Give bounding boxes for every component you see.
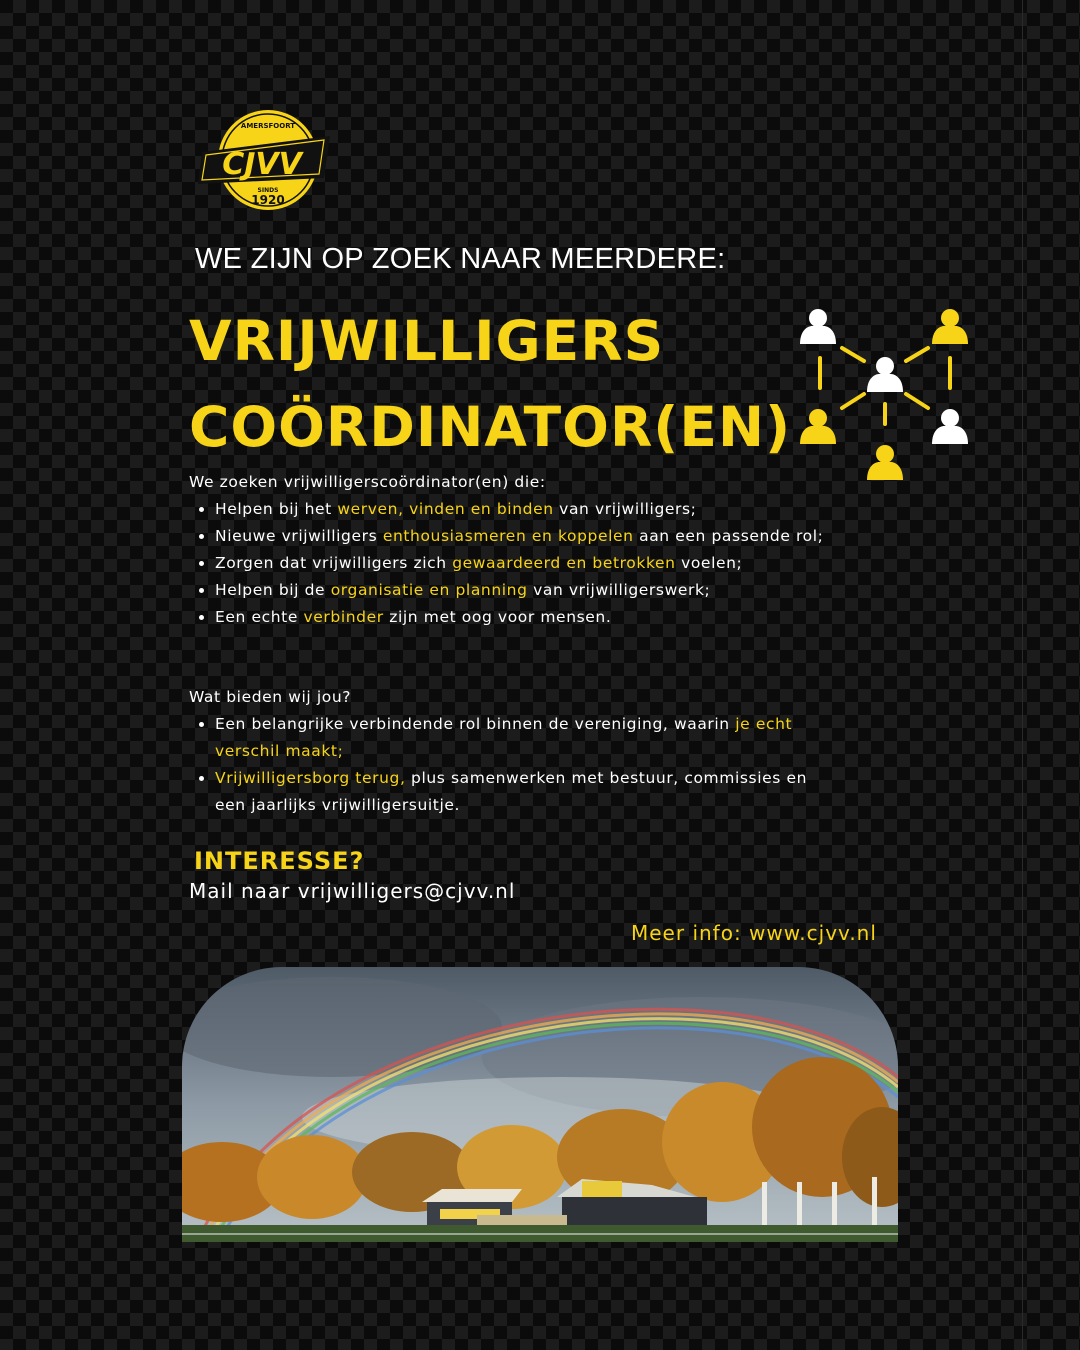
people-network-icon: [790, 296, 980, 486]
mail-link[interactable]: Mail naar vrijwilligers@cjvv.nl: [189, 879, 516, 903]
requirements-list: [189, 496, 829, 631]
svg-text:1920: 1920: [251, 193, 285, 207]
offer-intro: Wat bieden wij jou?: [189, 688, 352, 706]
club-photo: [182, 967, 898, 1242]
list-item: • Nieuwe vrijwilligers enthousiasmeren en koppelen aan een passende rol;: [215, 523, 829, 550]
list-item: • Helpen bij het werven, vinden en binden van vrijwilligers;: [215, 496, 829, 523]
list-item: • Zorgen dat vrijwilligers zich gewaardeerd en betrokken voelen;: [215, 550, 829, 577]
right-edge-divider: [1022, 0, 1023, 1350]
list-item: • Een echte verbinder zijn met oog voor mensen.: [215, 604, 829, 631]
title-line-2: COÖRDINATOR(EN): [189, 395, 792, 459]
title-line-1: VRIJWILLIGERS: [189, 309, 665, 373]
svg-text:AMERSFOORT: AMERSFOORT: [240, 122, 296, 130]
page-title: [189, 298, 791, 470]
interest-heading: INTERESSE?: [194, 847, 365, 875]
offer-list: [189, 711, 829, 819]
svg-text:CJVV: CJVV: [222, 147, 302, 182]
requirements-section: [189, 469, 829, 631]
requirements-intro: We zoeken vrijwilligerscoördinator(en) die:: [189, 473, 546, 491]
list-item: • Een belangrijke verbindende rol binnen de vereniging, waarin je echt verschil maakt;: [215, 711, 829, 765]
kicker-heading: WE ZIJN OP ZOEK NAAR MEERDERE:: [195, 243, 726, 275]
club-logo: [196, 108, 330, 218]
offer-section: [189, 684, 829, 819]
svg-text:SINDS: SINDS: [257, 187, 279, 194]
list-item: • Helpen bij de organisatie en planning van vrijwilligerswerk;: [215, 577, 829, 604]
list-item: • Vrijwilligersborg terug, plus samenwerken met bestuur, commissies en een jaarlijks vrijwilligersuitje.: [215, 765, 829, 819]
website-link[interactable]: Meer info: www.cjvv.nl: [631, 921, 877, 945]
